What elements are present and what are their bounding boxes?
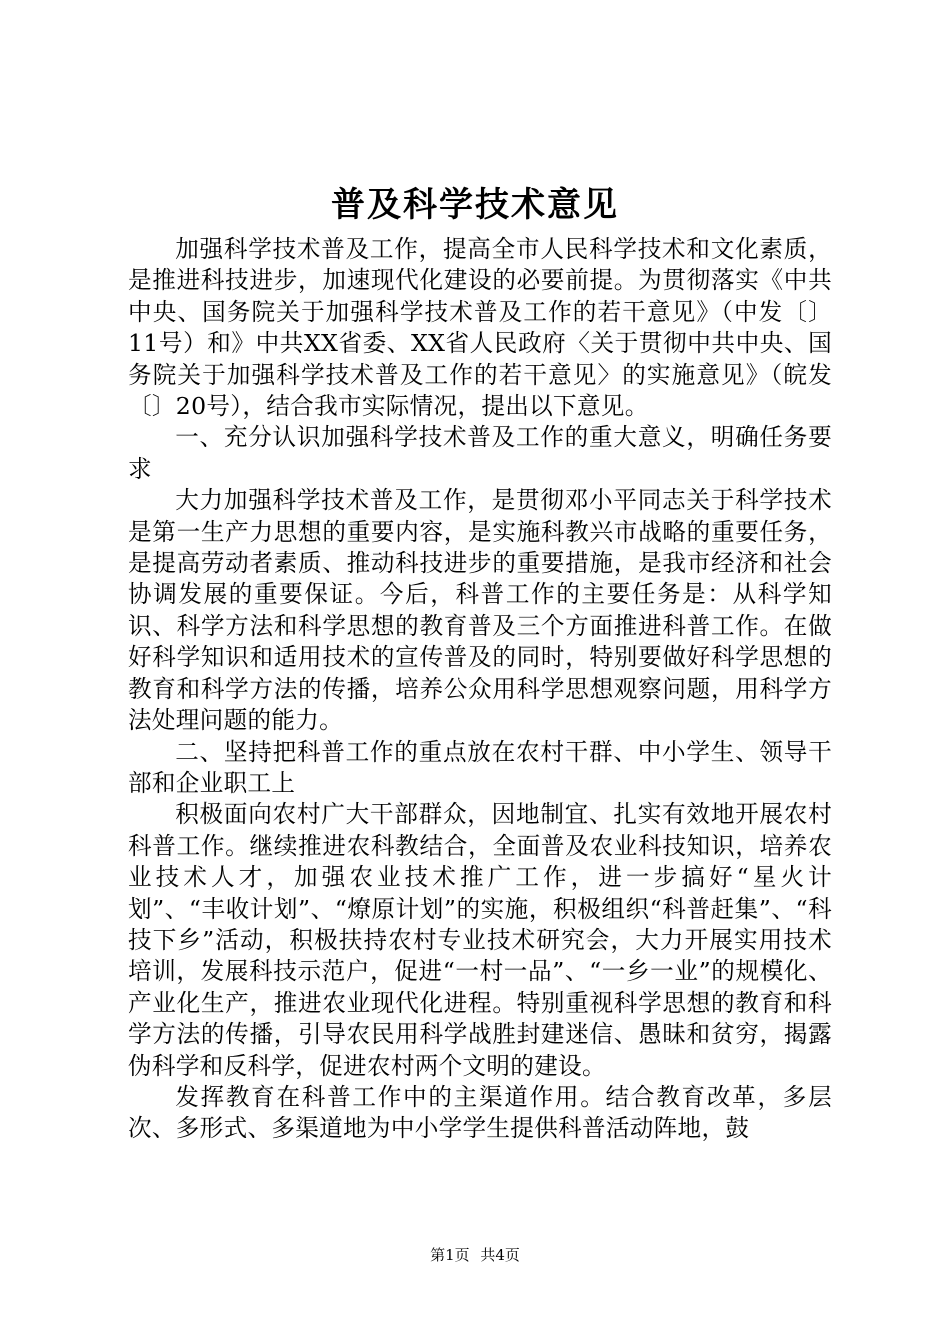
section-heading-2: 二、坚持把科普工作的重点放在农村干群、中小学生、领导干部和企业职工上 xyxy=(128,737,832,797)
page-title: 普及科学技术意见 xyxy=(331,185,619,225)
document-body xyxy=(128,234,832,1145)
paragraph-education: 发挥教育在科普工作中的主渠道作用。结合教育改革，多层次、多形式、多渠道地为中小学学生提供科普活动阵地，鼓 xyxy=(128,1082,832,1143)
page-number: 第1页 xyxy=(430,1246,470,1264)
paragraph-section-1: 大力加强科学技术普及工作，是贯彻邓小平同志关于科学技术是第一生产力思想的重要内容，是实施科教兴市战略的重要任务，是提高劳动者素质、推动科技进步的重要措施，是我市经济和社会协调发展的重要保证。今后，科普工作的主要任务是：从科学知识、科学方法和科学思想的教育普及三个方面推进科普工作。在做好科学知识和适用技术的宣传普及的同时，特别要做好科学思想的教育和科学方法的传播，培养公众用科学思想观察问题，用科学方法处理问题的能力。 xyxy=(128,486,832,735)
section-heading-1: 一、充分认识加强科学技术普及工作的重大意义，明确任务要求 xyxy=(128,423,832,483)
paragraph-rural: 积极面向农村广大干部群众，因地制宜、扎实有效地开展农村科普工作。继续推进农科教结合，全面普及农业科技知识，培养农业技术人才，加强农业技术推广工作，进一步搞好“星火计划”、“丰收计划”、“燎原计划”的实施，积极组织“科普赶集”、“科技下乡”活动，积极扶持农村专业技术研究会，大力开展实用技术培训，发展科技示范户，促进“一村一品”、“一乡一业”的规模化、产业化生产，推进农业现代化进程。特别重视科学思想的教育和科学方法的传播，引导农民用科学战胜封建迷信、愚昧和贫穷，揭露伪科学和反科学，促进农村两个文明的建设。 xyxy=(128,800,832,1080)
paragraph-intro: 加强科学技术普及工作，提高全市人民科学技术和文化素质，是推进科技进步，加速现代化建设的必要前提。为贯彻落实《中共中央、国务院关于加强科学技术普及工作的若干意见》（中发〔〕11号）和》中共XX省委、XX省人民政府〈关于贯彻中共中央、国务院关于加强科学技术普及工作的若干意见〉的实施意见》（皖发〔〕20号），结合我市实际情况，提出以下意见。 xyxy=(128,235,832,421)
page-total: 共4页 xyxy=(480,1246,520,1264)
page-footer xyxy=(0,1245,950,1265)
